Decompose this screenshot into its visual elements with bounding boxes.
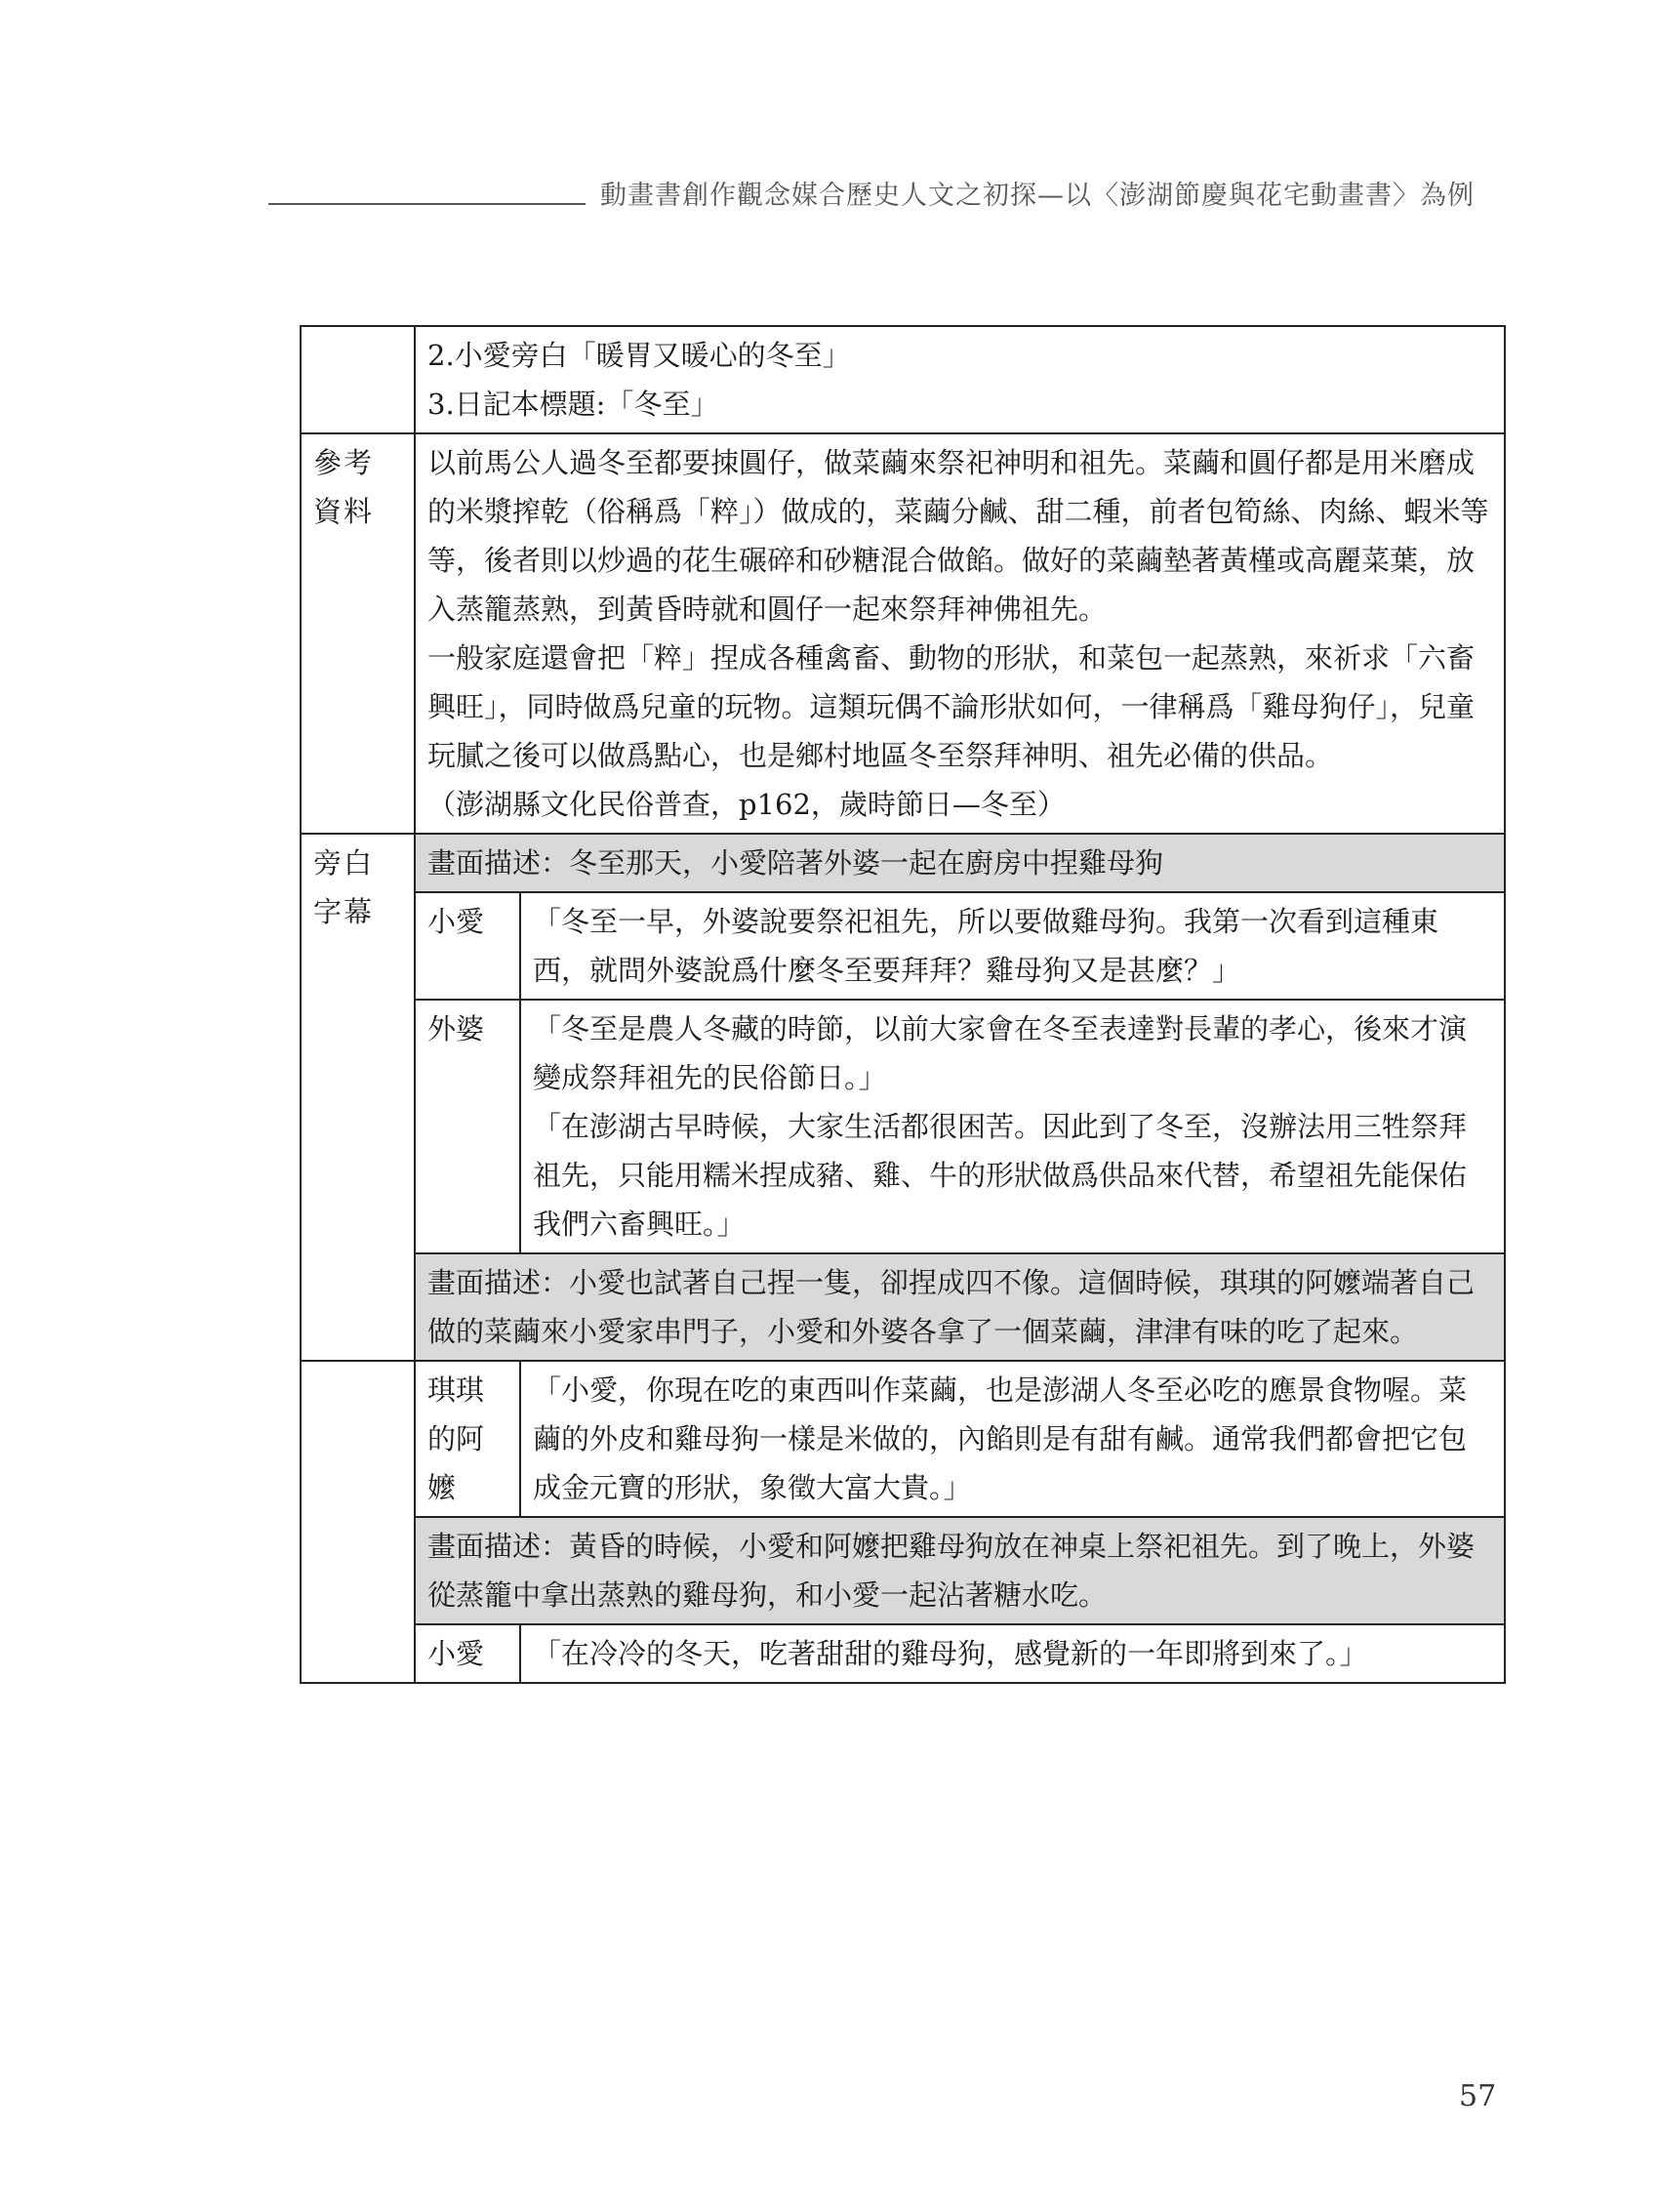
header-rule xyxy=(268,203,586,205)
dialog-4-speaker: 小愛 xyxy=(415,1624,520,1683)
dialog-2-content-cell xyxy=(520,1000,1505,1253)
dialog-2-paragraph-1: 「冬至是農人冬藏的時節，以前大家會在冬至表達對長輩的孝心，後來才演變成祭拜祖先的民俗節日。」 xyxy=(533,1012,1468,1094)
top-line-1: 2.小愛旁白「暖胃又暖心的冬至」 xyxy=(427,339,851,372)
dialog-3-speaker xyxy=(415,1361,520,1517)
reference-citation: （澎湖縣文化民俗普查，p162，歲時節日—冬至） xyxy=(427,788,1066,821)
dialog-1-text: 「冬至一早，外婆說要祭祀祖先，所以要做雞母狗。我第一次看到這種東西，就問外婆說爲什麼冬至要拜拜？雞母狗又是甚麼？」 xyxy=(520,892,1505,1000)
scene-description-2: 畫面描述：小愛也試著自己捏一隻，卻捏成四不像。這個時候，琪琪的阿嬤端著自己做的菜繭來小愛家串門子，小愛和外婆各拿了一個菜繭，津津有味的吃了起來。 xyxy=(415,1253,1505,1361)
table-row-dialog-4 xyxy=(301,1624,1505,1683)
narration-label-line-2: 字幕 xyxy=(313,895,375,928)
dialog-1-speaker: 小愛 xyxy=(415,892,520,1000)
table-row-dialog-3 xyxy=(301,1361,1505,1517)
script-table xyxy=(300,325,1506,1684)
dialog-3-speaker-line-3: 嬤 xyxy=(427,1471,457,1504)
narration-label-line-1: 旁白 xyxy=(313,846,375,880)
empty-label-cell xyxy=(301,326,415,433)
table-row-top xyxy=(301,326,1505,433)
page-number: 57 xyxy=(1459,2079,1497,2113)
reference-label-line-1: 參考 xyxy=(313,446,375,479)
reference-label-cell xyxy=(301,433,415,834)
dialog-3-speaker-line-1: 琪琪 xyxy=(427,1373,485,1407)
table-row-reference xyxy=(301,433,1505,834)
dialog-3-speaker-line-2: 的阿 xyxy=(427,1422,485,1455)
scene-description-1: 畫面描述：冬至那天，小愛陪著外婆一起在廚房中捏雞母狗 xyxy=(415,834,1505,892)
reference-content-cell xyxy=(415,433,1505,834)
running-header-title: 動畫書創作觀念媒合歷史人文之初探—以〈澎湖節慶與花宅動畫書〉為例 xyxy=(600,181,1475,211)
reference-paragraph-2: 一般家庭還會把「粹」捏成各種禽畜、動物的形狀，和菜包一起蒸熟，來祈求「六畜興旺」，同時做爲兒童的玩物。這類玩偶不論形狀如何，一律稱爲「雞母狗仔」，兒童玩膩之後可以做爲點心，也是鄉村地區冬至祭拜神明、祖先必備的供品。 xyxy=(427,641,1476,772)
reference-paragraph-1: 以前馬公人過冬至都要拺圓仔，做菜繭來祭祀神明和祖先。菜繭和圓仔都是用米磨成的米漿搾乾（俗稱爲「粹」）做成的，菜繭分鹹、甜二種，前者包筍絲、肉絲、蝦米等等，後者則以炒過的花生碾碎和砂糖混合做餡。做好的菜繭墊著黃槿或高麗菜葉，放入蒸籠蒸熟，到黃昏時就和圓仔一起來祭拜神佛祖先。 xyxy=(427,446,1489,626)
table-row-dialog-1 xyxy=(301,892,1505,1000)
table-row-scene-1 xyxy=(301,834,1505,892)
narration-label-cell xyxy=(301,834,415,1361)
top-content-cell xyxy=(415,326,1505,433)
table-row-dialog-2 xyxy=(301,1000,1505,1253)
dialog-4-text: 「在冷冷的冬天，吃著甜甜的雞母狗，感覺新的一年即將到來了。」 xyxy=(520,1624,1505,1683)
reference-label-line-2: 資料 xyxy=(313,495,375,528)
dialog-3-text: 「小愛，你現在吃的東西叫作菜繭，也是澎湖人冬至必吃的應景食物喔。菜繭的外皮和雞母狗一樣是米做的，內餡則是有甜有鹹。通常我們都會把它包成金元寶的形狀，象徵大富大貴。」 xyxy=(520,1361,1505,1517)
continuation-label-cell xyxy=(301,1361,415,1683)
dialog-2-paragraph-2: 「在澎湖古早時候，大家生活都很困苦。因此到了冬至，沒辦法用三牲祭拜祖先，只能用糯米捏成豬、雞、牛的形狀做爲供品來代替，希望祖先能保佑我們六畜興旺。」 xyxy=(533,1110,1468,1241)
table-row-scene-3 xyxy=(301,1517,1505,1624)
scene-description-3: 畫面描述：黃昏的時候，小愛和阿嬤把雞母狗放在神桌上祭祀祖先。到了晚上，外婆從蒸籠中拿出蒸熟的雞母狗，和小愛一起沾著糖水吃。 xyxy=(415,1517,1505,1624)
top-line-2: 3.日記本標題:「冬至」 xyxy=(427,388,719,421)
dialog-2-speaker: 外婆 xyxy=(415,1000,520,1253)
table-row-scene-2 xyxy=(301,1253,1505,1361)
